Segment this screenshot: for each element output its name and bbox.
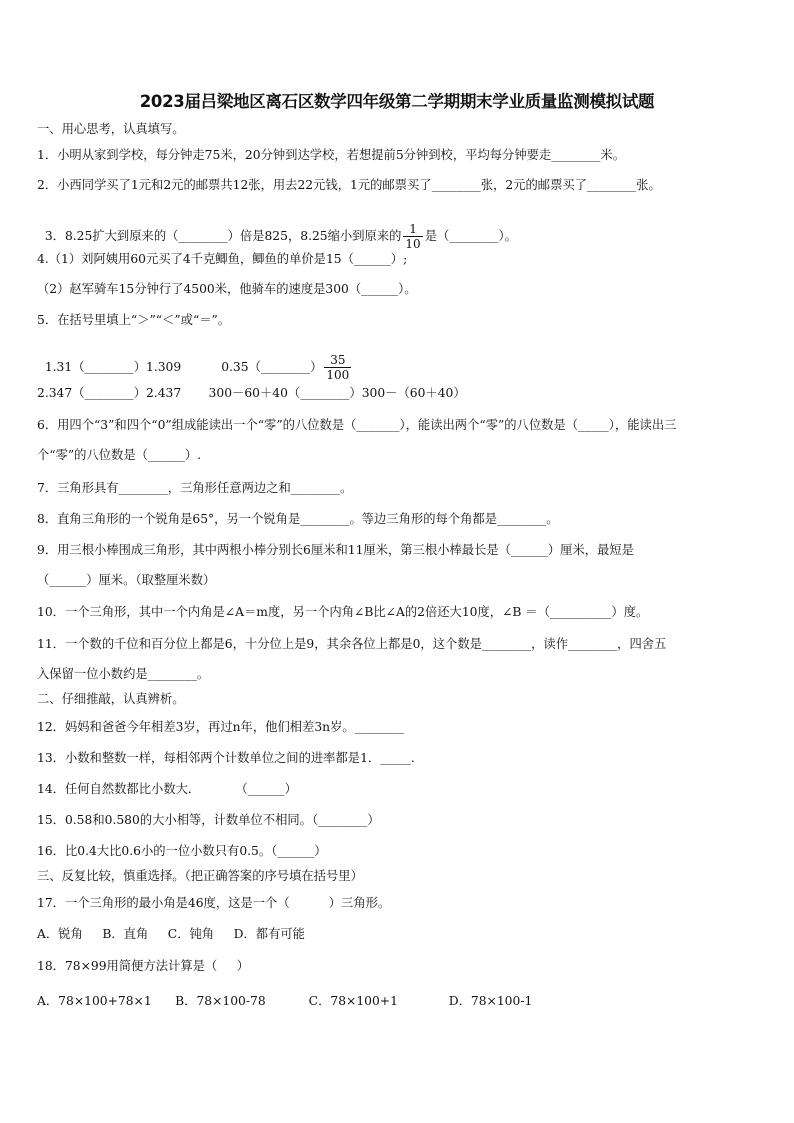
compare-2: 0.35（________）: [221, 360, 323, 374]
question-1: 1．小明从家到学校，每分钟走75米，20分钟到达学校，若想提前5分钟到校，平均每分钟要走________米。: [37, 148, 626, 162]
page-title: 2023届吕梁地区离石区数学四年级第二学期期末学业质量监测模拟试题: [139, 92, 655, 111]
fraction-denominator: 10: [405, 237, 421, 251]
question-17-options: A．锐角 B．直角 C．钝角 D．都有可能: [37, 927, 305, 941]
question-3-post: 是（________）。: [424, 229, 517, 243]
section-heading-3: 三、反复比较，慎重选择。（把正确答案的序号填在括号里）: [37, 869, 363, 883]
fraction-numerator: 35: [324, 353, 351, 368]
fraction-numerator: 1: [403, 222, 422, 237]
question-15: 15．0.58和0.580的大小相等，计数单位不相同。（________）: [37, 813, 380, 827]
fraction-35-100: [324, 353, 351, 382]
compare-1: 1.31（________）1.309: [44, 360, 182, 374]
question-5-row-1: [37, 337, 353, 382]
question-3: [37, 206, 517, 251]
question-16: 16．比0.4大比0.6小的一位小数只有0.5。（______）: [37, 844, 327, 858]
fraction-one-tenth: [403, 222, 422, 251]
question-4-part-1: 4.（1）刘阿姨用60元买了4千克鲫鱼，鲫鱼的单价是15（______）;: [37, 252, 408, 266]
question-14: 14．任何自然数都比小数大． （______）: [37, 782, 297, 796]
question-8: 8．直角三角形的一个锐角是65°，另一个锐角是________。等边三角形的每个角都是________。: [37, 512, 559, 526]
section-heading-1: 一、用心思考，认真填写。: [37, 122, 185, 136]
question-3-pre: 3．8.25扩大到原来的（________）倍是825，8.25缩小到原来的: [44, 229, 402, 243]
question-9-line-2: （______）厘米。（取整厘米数）: [37, 573, 216, 587]
question-2: 2．小西同学买了1元和2元的邮票共12张，用去22元钱，1元的邮票买了________张，2元的邮票买了________张。: [37, 178, 661, 192]
question-6-line-2: 个“零”的八位数是（______）.: [37, 448, 202, 462]
question-5-row-2: 2.347（________）2.437 300－60＋40（________）300－（60＋40）: [37, 386, 466, 400]
question-11-line-2: 入保留一位小数约是________。: [37, 667, 210, 681]
question-18-options: A．78×100+78×1 B．78×100-78 C．78×100+1 D．78×100-1: [37, 994, 533, 1008]
question-11-line-1: 11．一个数的千位和百分位上都是6，十分位上是9，其余各位上都是0，这个数是________，读作________，四舍五: [37, 637, 667, 651]
question-17: 17．一个三角形的最小角是46度，这是一个（ ）三角形。: [37, 896, 391, 910]
question-18: 18．78×99用简便方法计算是（ ）: [37, 959, 250, 973]
question-6-line-1: 6．用四个“3”和四个“0”组成能读出一个“零”的八位数是（_______），能读出两个“零”的八位数是（_____），能读出三: [37, 418, 677, 432]
question-9-line-1: 9．用三根小棒围成三角形，其中两根小棒分别长6厘米和11厘米，第三根小棒最长是（______）厘米，最短是: [37, 543, 634, 557]
question-4-part-2: （2）赵军骑车15分钟行了4500米，他骑车的速度是300（______）。: [37, 282, 417, 296]
question-12: 12．妈妈和爸爸今年相差3岁，再过n年，他们相差3n岁。________: [37, 720, 404, 734]
fraction-denominator: 100: [326, 368, 350, 382]
question-5: 5．在括号里填上“＞”“＜”或“＝”。: [37, 313, 231, 327]
question-7: 7．三角形具有________，三角形任意两边之和________。: [37, 481, 353, 495]
section-heading-2: 二、仔细推敲，认真辨析。: [37, 692, 185, 706]
question-13: 13．小数和整数一样，每相邻两个计数单位之间的进率都是1．_____.: [37, 751, 415, 765]
question-10: 10．一个三角形，其中一个内角是∠A＝m度，另一个内角∠B比∠A的2倍还大10度，∠B ＝（__________）度。: [37, 605, 649, 619]
